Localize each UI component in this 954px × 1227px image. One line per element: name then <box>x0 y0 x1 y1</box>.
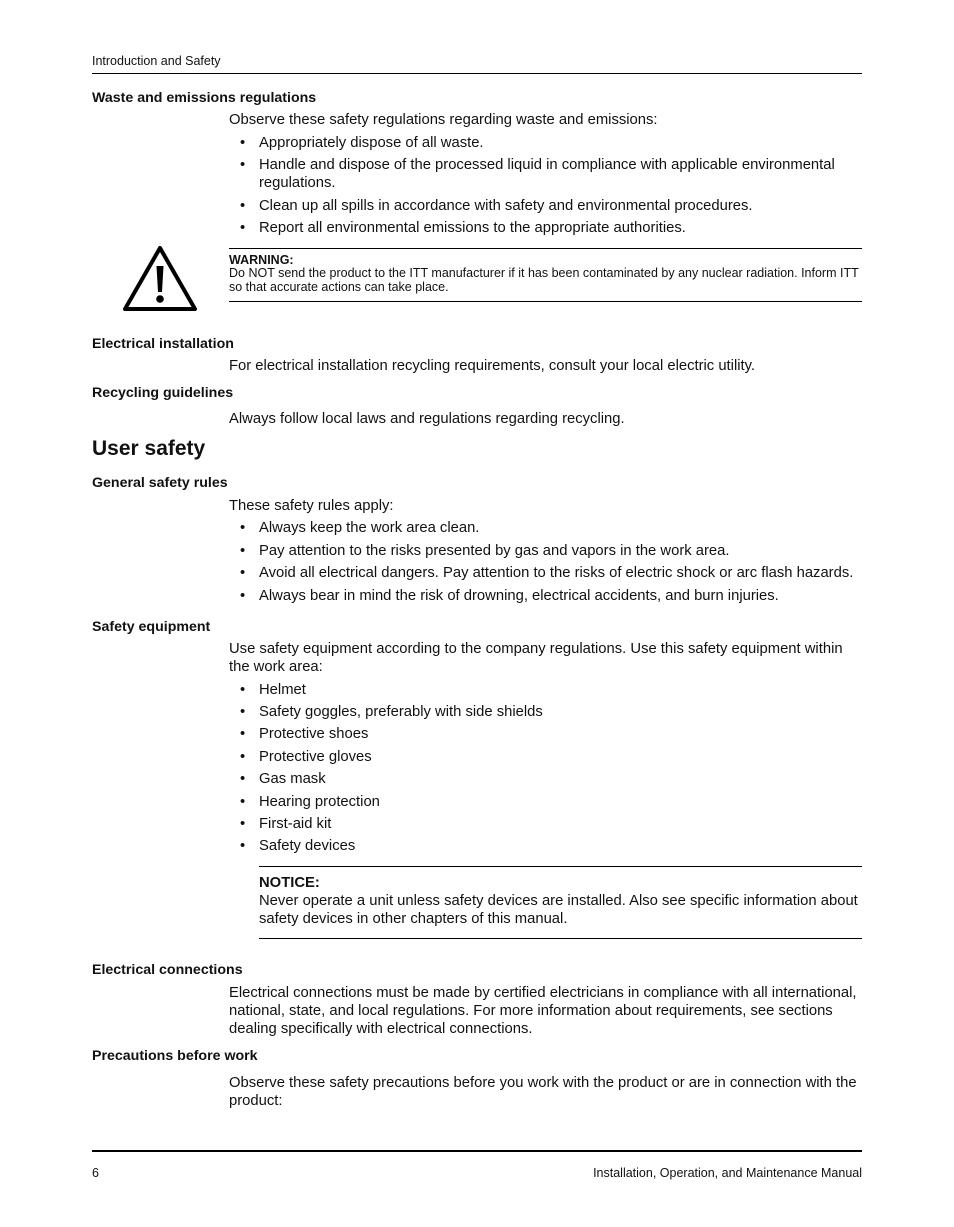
warning-rule-bottom <box>229 301 862 302</box>
waste-intro: Observe these safety regulations regarding waste and emissions: <box>229 112 658 128</box>
warning-rule-top <box>229 248 862 249</box>
list-item: • First-aid kit <box>240 816 332 832</box>
list-item: • Protective shoes <box>240 726 369 742</box>
list-item: • Handle and dispose of the processed liquid in compliance with applicable environmental regulations. <box>240 157 835 191</box>
list-item: • Safety devices <box>240 838 356 854</box>
precautions-heading: Precautions before work <box>92 1048 258 1064</box>
section-title: User safety <box>92 437 206 460</box>
list-item: • Appropriately dispose of all waste. <box>240 135 484 151</box>
list-item: • Avoid all electrical dangers. Pay attention to the risks of electric shock or arc flash hazards. <box>240 565 854 581</box>
warning-text: Do NOT send the product to the ITT manufacturer if it has been contaminated by any nuclear radiation. Inform ITT so that accurate actions can take place. <box>229 266 859 294</box>
list-item: • Pay attention to the risks presented by gas and vapors in the work area. <box>240 543 730 559</box>
list-item: • Hearing protection <box>240 794 380 810</box>
running-header: Introduction and Safety <box>92 54 221 68</box>
list-item: • Always keep the work area clean. <box>240 520 480 536</box>
recycling-heading: Recycling guidelines <box>92 385 234 401</box>
warning-label: WARNING: <box>229 253 294 267</box>
notice-text: Never operate a unit unless safety devices are installed. Also see specific information about safety devices in other chapters of this manual. <box>259 893 858 927</box>
list-item: • Report all environmental emissions to the appropriate authorities. <box>240 220 686 236</box>
manual-title: Installation, Operation, and Maintenance Manual <box>593 1166 862 1180</box>
page-number: 6 <box>92 1166 99 1180</box>
list-item: • Gas mask <box>240 771 326 787</box>
list-item: • Safety goggles, preferably with side shields <box>240 704 543 720</box>
general-rules-intro: These safety rules apply: <box>229 498 394 514</box>
general-rules-heading: General safety rules <box>92 475 228 491</box>
list-item: • Always bear in mind the risk of drowning, electrical accidents, and burn injuries. <box>240 588 779 604</box>
list-item: • Clean up all spills in accordance with safety and environmental procedures. <box>240 198 753 214</box>
footer-rule <box>92 1150 862 1152</box>
header-rule <box>92 73 862 74</box>
warning-triangle-icon <box>122 244 198 312</box>
recycling-text: Always follow local laws and regulations regarding recycling. <box>229 411 625 427</box>
list-item: • Protective gloves <box>240 749 372 765</box>
notice-label: NOTICE: <box>259 875 320 891</box>
electrical-installation-heading: Electrical installation <box>92 336 234 352</box>
electrical-connections-heading: Electrical connections <box>92 962 243 978</box>
list-item: • Helmet <box>240 682 306 698</box>
electrical-installation-text: For electrical installation recycling requirements, consult your local electric utility. <box>229 358 756 374</box>
safety-equipment-intro: Use safety equipment according to the company regulations. Use this safety equipment within the work area: <box>229 641 843 675</box>
notice-rule-bottom <box>259 938 862 939</box>
electrical-connections-text: Electrical connections must be made by certified electricians in compliance with all international, national, state, and local regulations. For more information about requirements, see sections dealing specifically with electrical connections. <box>229 985 857 1037</box>
waste-heading: Waste and emissions regulations <box>92 90 317 106</box>
safety-equipment-heading: Safety equipment <box>92 619 211 635</box>
notice-rule-top <box>259 866 862 867</box>
precautions-text: Observe these safety precautions before you work with the product or are in connection with the product: <box>229 1075 857 1109</box>
